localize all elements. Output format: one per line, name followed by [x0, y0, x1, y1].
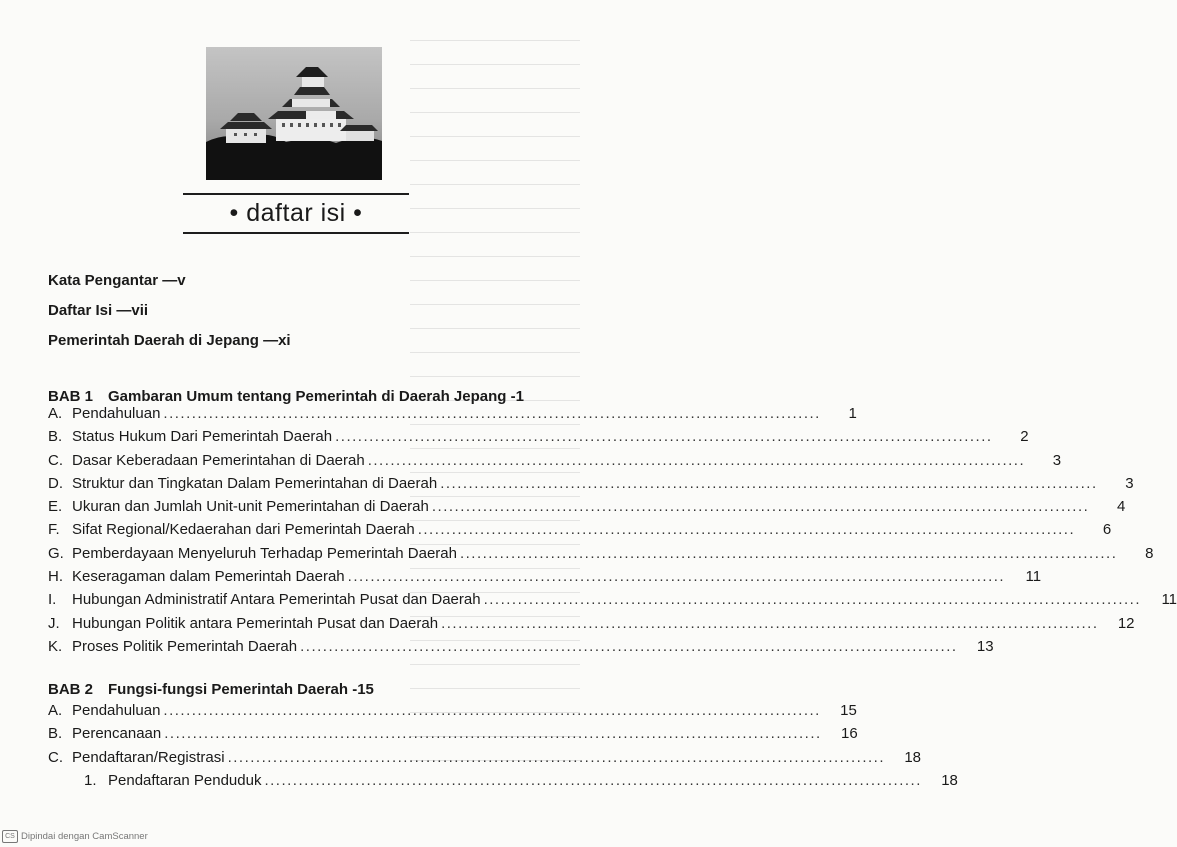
- entry-page: 16: [841, 725, 858, 743]
- entry-page: 11: [1161, 591, 1177, 609]
- toc-entry[interactable]: [48, 472, 1134, 495]
- camscanner-icon: CS: [2, 830, 18, 843]
- leader-dots: ....................................................................................................................: [440, 474, 1098, 492]
- entry-letter: K.: [48, 637, 63, 655]
- entry-letter: F.: [48, 521, 60, 539]
- toc-entry[interactable]: [48, 612, 1135, 635]
- leader-dots: ....................................................................................................................: [300, 637, 958, 655]
- entry-label: Hubungan Politik antara Pemerintah Pusat dan Daerah: [72, 614, 439, 632]
- castle-illustration: [206, 47, 382, 180]
- entry-page: 8: [1145, 544, 1154, 562]
- leader-dots: ....................................................................................................................: [367, 451, 1026, 469]
- leader-dots: ....................................................................................................................: [227, 748, 886, 766]
- toc-entry[interactable]: [48, 495, 1126, 518]
- title-rule-bottom: [183, 232, 409, 234]
- leader-dots: ....................................................................................................................: [163, 702, 821, 719]
- entry-letter: B.: [48, 725, 63, 743]
- toc-entry[interactable]: [48, 565, 1042, 588]
- entry-page: 6: [1102, 521, 1112, 539]
- entry-page: 1: [848, 405, 857, 422]
- entry-page: 18: [904, 748, 922, 766]
- front-matter-kata-pengantar[interactable]: Kata Pengantar —v: [48, 272, 186, 289]
- leader-dots: ....................................................................................................................: [483, 591, 1142, 609]
- toc-subentry[interactable]: [48, 769, 958, 792]
- toc-entry[interactable]: [48, 449, 1062, 472]
- entry-label: Pendaftaran Penduduk: [108, 771, 262, 789]
- entry-page: 3: [1125, 474, 1134, 492]
- castle-photo: [206, 47, 382, 180]
- entry-label: Ukuran dan Jumlah Unit-unit Pemerintahan di Daerah: [72, 498, 429, 516]
- entry-label: Proses Politik Pemerintah Daerah: [72, 637, 298, 655]
- entry-label: Pemberdayaan Menyeluruh Terhadap Pemerintah Daerah: [72, 544, 457, 562]
- toc-entry[interactable]: [48, 699, 857, 722]
- entry-page: 4: [1116, 498, 1126, 516]
- entry-label: Keseragaman dalam Pemerintah Daerah: [72, 568, 345, 586]
- leader-dots: ....................................................................................................................: [264, 771, 922, 789]
- toc-entry[interactable]: [48, 635, 994, 658]
- entry-letter: J.: [48, 614, 60, 632]
- entry-letter: A.: [48, 405, 63, 422]
- page-title: • daftar isi •: [229, 199, 363, 227]
- entry-page: 13: [976, 637, 994, 655]
- entry-label: Pendaftaran/Registrasi: [72, 748, 225, 766]
- entry-letter: G.: [48, 544, 64, 562]
- entry-label: Dasar Keberadaan Pemerintahan di Daerah: [72, 451, 365, 469]
- toc-entry[interactable]: [48, 402, 857, 425]
- entry-page: 3: [1052, 451, 1062, 469]
- entry-label: Struktur dan Tingkatan Dalam Pemerintahan di Daerah: [72, 474, 438, 492]
- entry-label: Pendahuluan: [72, 405, 161, 422]
- front-matter-pemerintah-daerah[interactable]: Pemerintah Daerah di Jepang —xi: [48, 332, 291, 349]
- entry-page: 15: [840, 702, 857, 719]
- leader-dots: ....................................................................................................................: [347, 568, 1006, 586]
- toc-entry[interactable]: [48, 542, 1154, 565]
- entry-letter: C.: [48, 451, 63, 469]
- title-rule-top: [183, 193, 409, 195]
- entry-letter: B.: [48, 428, 63, 446]
- leader-dots: ....................................................................................................................: [335, 428, 993, 446]
- front-matter-daftar-isi[interactable]: Daftar Isi —vii: [48, 302, 149, 319]
- toc-entry[interactable]: [48, 746, 922, 769]
- leader-dots: ....................................................................................................................: [417, 521, 1076, 539]
- chapter-1-entries: [48, 402, 1177, 658]
- entry-label: Status Hukum Dari Pemerintah Daerah: [72, 428, 333, 446]
- leader-dots: ....................................................................................................................: [163, 405, 821, 422]
- scanner-watermark: [2, 830, 148, 843]
- chapter-number: BAB 2: [48, 681, 94, 698]
- entry-label: Sifat Regional/Kedaerahan dari Pemerintah Daerah: [72, 521, 415, 539]
- leader-dots: ....................................................................................................................: [431, 498, 1090, 516]
- chapter-title: Gambaran Umum tentang Pemerintah di Daerah Jepang -1: [108, 388, 524, 405]
- toc-entry[interactable]: [48, 425, 1029, 448]
- leader-dots: ....................................................................................................................: [164, 725, 822, 743]
- scanner-text: Dipindai dengan CamScanner: [21, 831, 148, 842]
- entry-page: 18: [941, 771, 958, 789]
- toc-entry[interactable]: [48, 722, 858, 745]
- entry-label: Perencanaan: [72, 725, 162, 743]
- entry-letter: H.: [48, 568, 63, 586]
- chapter-number: BAB 1: [48, 388, 94, 405]
- entry-label: Pendahuluan: [72, 702, 161, 719]
- entry-letter: E.: [48, 498, 63, 516]
- entry-letter: D.: [48, 474, 63, 492]
- entry-page: 2: [1020, 428, 1029, 446]
- entry-letter: I.: [48, 591, 57, 609]
- entry-page: 12: [1117, 614, 1135, 632]
- toc-entry[interactable]: [48, 588, 1177, 611]
- leader-dots: ....................................................................................................................: [459, 544, 1118, 562]
- chapter-title: Fungsi-fungsi Pemerintah Daerah -15: [108, 681, 374, 698]
- entry-letter: A.: [48, 702, 63, 719]
- entry-page: 11: [1025, 568, 1042, 586]
- entry-number: 1.: [84, 771, 97, 789]
- entry-label: Hubungan Administratif Antara Pemerintah Pusat dan Daerah: [72, 591, 481, 609]
- chapter-2-heading[interactable]: [48, 681, 374, 698]
- leader-dots: ....................................................................................................................: [441, 614, 1099, 632]
- chapter-2-entries: [48, 699, 958, 792]
- toc-entry[interactable]: [48, 518, 1112, 541]
- entry-letter: C.: [48, 748, 63, 766]
